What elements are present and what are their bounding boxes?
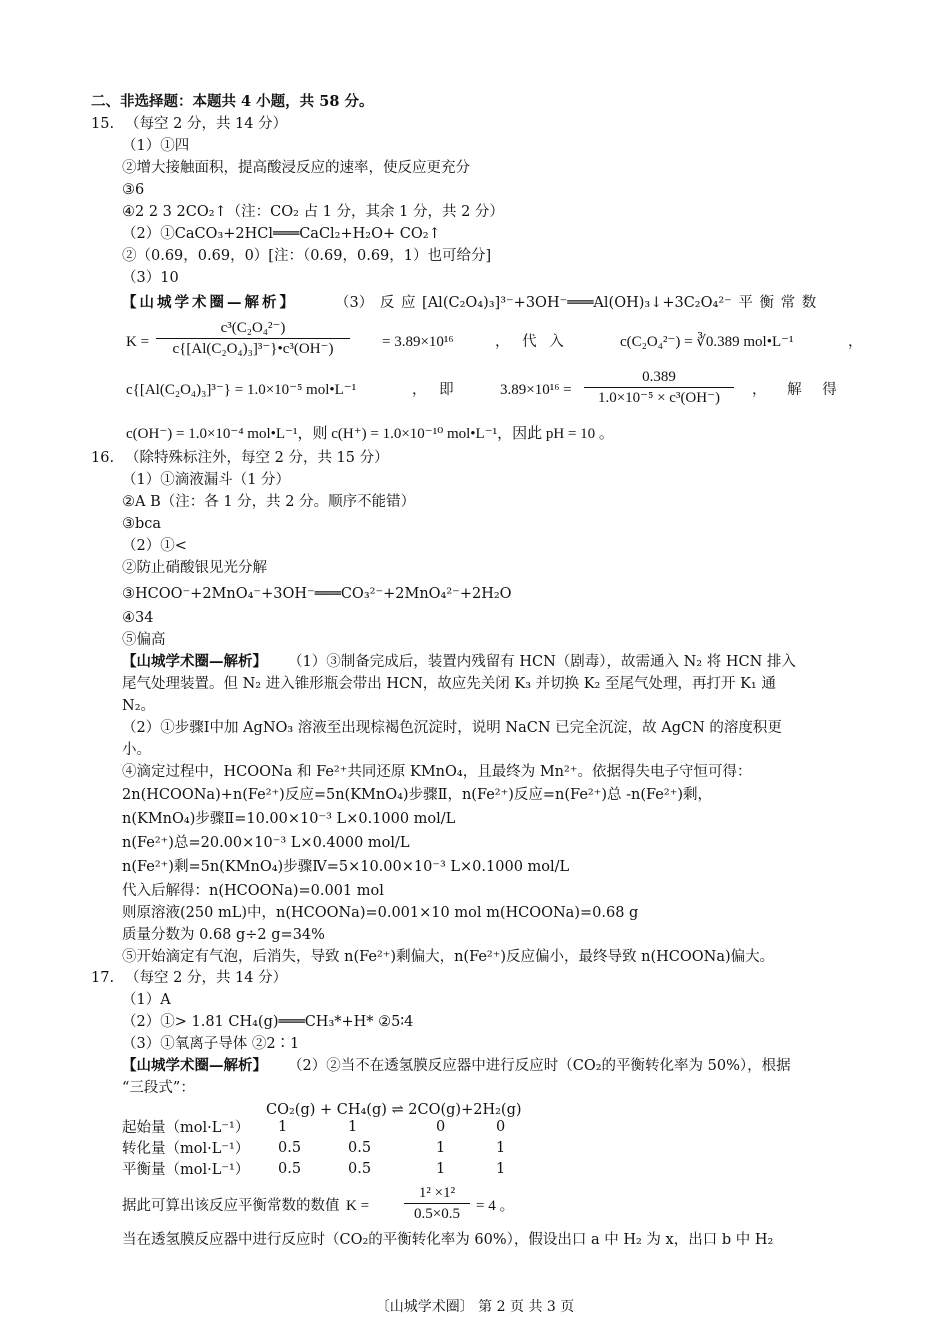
q17-analysis-text: “三段式”： — [122, 1080, 195, 1096]
q16-calc-line: 质量分数为 0.68 g÷2 g=34% — [122, 927, 325, 943]
q16-line: ③bca — [122, 516, 162, 532]
q15-daijin: ， 代 入 — [495, 334, 564, 350]
q16-calc-line: n(KMnO₄)步骤Ⅱ=10.00×10⁻³ L×0.1000 mol/L — [122, 811, 456, 827]
q15-line: ③6 — [122, 182, 145, 198]
q15-k-fraction — [156, 318, 350, 359]
q17-k-rhs: = 4 。 — [476, 1198, 515, 1214]
q15-head: （每空 2 分，共 14 分） — [125, 116, 288, 132]
q16-line: （1）①滴液漏斗（1 分） — [122, 472, 291, 488]
q16-line: ③HCOO⁻+2MnO₄⁻+3OH⁻═══CO₃²⁻+2MnO₄²⁻+2H₂O — [122, 586, 512, 602]
q16-analysis-text: 小。 — [122, 742, 151, 758]
table-cell: 平衡量（mol·L⁻¹） — [122, 1162, 250, 1178]
q16-analysis-label: 【山城学术圈—解析】 — [122, 653, 267, 670]
table-cell: 转化量（mol·L⁻¹） — [122, 1141, 250, 1157]
q16-line: ②防止硝酸银见光分解 — [122, 560, 267, 576]
q16-calc-line: 代入后解得：n(HCOONa)=0.001 mol — [122, 883, 384, 899]
q15-line: ②（0.69，0.69，0）[注：（0.69，0.69，1）也可给分] — [122, 248, 492, 264]
table-cell: 0.5 — [278, 1160, 302, 1177]
q15-c-al: c{[Al(C₂O₄)₃]³⁻} = 1.0×10⁻⁵ mol•L⁻¹ — [126, 382, 357, 398]
q17-last-line: 当在透氢膜反应器中进行反应时（CO₂的平衡转化率为 60%），假设出口 a 中 H₂ 为 x，出口 b 中 H₂ — [122, 1232, 774, 1248]
table-cell: 1 — [436, 1160, 446, 1177]
q16-line: ⑤偏高 — [122, 632, 166, 648]
table-row — [122, 1116, 536, 1137]
q16-calc-line: n(Fe²⁺)剩=5n(KMnO₄)步骤Ⅳ=5×10.00×10⁻³ L×0.1000 mol/L — [122, 859, 570, 875]
q15-ji: ， 即 — [412, 382, 454, 398]
q15-result-line: c(OH⁻) = 1.0×10⁻⁴ mol•L⁻¹，则 c(H⁺) = 1.0×10⁻¹⁰ mol•L⁻¹，因此 pH = 10 。 — [126, 426, 614, 442]
q15-eq-denominator: 1.0×10⁻⁵ × c³(OH⁻) — [597, 390, 721, 406]
q15-k-denominator: c{[Al(C₂O₄)₃]³⁻}•c³(OH⁻) — [172, 341, 334, 357]
q16-line: ②A B（注：各 1 分，共 2 分。顺序不能错） — [122, 494, 416, 510]
section-heading: 二、非选择题：本题共 4 小题，共 58 分。 — [91, 93, 374, 110]
q15-line: （3）10 — [122, 270, 179, 286]
q17-line: （1）A — [122, 992, 171, 1008]
table-cell: 1 — [278, 1118, 288, 1135]
q15-k-lhs: K = — [126, 334, 150, 350]
q17-line: （2）①> 1.81 CH₄(g)═══CH₃*+H* ②5∶4 — [122, 1014, 414, 1030]
table-row — [122, 1158, 536, 1179]
q15-k-value: = 3.89×10¹⁶ — [382, 334, 454, 350]
q17-reaction: CO₂(g) + CH₄(g) ⇌ 2CO(g)+2H₂(g) — [266, 1102, 522, 1118]
q15-eq-lhs: 3.89×10¹⁶ = — [500, 382, 572, 398]
q16-line: ④34 — [122, 610, 154, 626]
q17-k-fraction — [404, 1183, 470, 1224]
q16-analysis-text: （1）③制备完成后，装置内残留有 HCN（剧毒），故需通入 N₂ 将 HCN 排入 — [288, 654, 796, 670]
q16-calc-line: n(Fe²⁺)总=20.00×10⁻³ L×0.4000 mol/L — [122, 835, 410, 851]
q15-analysis-line: （3） 反 应 [Al(C₂O₄)₃]³⁻+3OH⁻═══Al(OH)₃↓+3C₂O₄²⁻ 平 衡 常 数 — [335, 295, 817, 311]
table-cell: 0 — [436, 1118, 446, 1135]
q16-calc-line: ⑤开始滴定有气泡，后消失，导致 n(Fe²⁺)剩偏大，n(Fe²⁺)反应偏小，最终导致 n(HCOONa)偏大。 — [122, 949, 775, 965]
q17-head: （每空 2 分，共 14 分） — [125, 970, 288, 986]
table-cell: 1 — [436, 1139, 446, 1156]
q16-line: （2）①< — [122, 538, 187, 554]
q15-line: （1）①四 — [122, 138, 190, 154]
q15-c-c2o4: c(C₂O₄²⁻) = ∛0.389 mol•L⁻¹ — [620, 334, 794, 350]
q17-line: （3）①氧离子导体 ②2∶1 — [122, 1036, 300, 1052]
q17-k-text: 据此可算出该反应平衡常数的数值 — [122, 1198, 340, 1214]
q16-number: 16. — [91, 450, 115, 466]
q15-line: ②增大接触面积，提高酸浸反应的速率，使反应更充分 — [122, 160, 470, 176]
q17-analysis-label: 【山城学术圈—解析】 — [122, 1057, 267, 1074]
table-cell: 0.5 — [348, 1160, 372, 1177]
q15-number: 15. — [91, 116, 115, 132]
page-footer: 〔山城学术圈〕 第 2 页 共 3 页 — [375, 1299, 575, 1315]
table-cell: 1 — [496, 1139, 506, 1156]
q16-calc-line: 则原溶液(250 mL)中，n(HCOONa)=0.001×10 mol m(HCOONa)=0.68 g — [122, 905, 639, 921]
table-cell: 1 — [496, 1160, 506, 1177]
q17-k-lhs: K = — [346, 1198, 370, 1214]
q15-line: （2）①CaCO₃+2HCl═══CaCl₂+H₂O+ CO₂↑ — [122, 226, 441, 242]
q17-number: 17. — [91, 970, 115, 986]
table-cell: 起始量（mol·L⁻¹） — [122, 1120, 250, 1136]
q17-analysis-text: （2）②当不在透氢膜反应器中进行反应时（CO₂的平衡转化率为 50%），根据 — [288, 1058, 791, 1074]
q15-comma: ， — [848, 334, 863, 350]
q16-analysis-text: N₂。 — [122, 698, 156, 714]
table-cell: 0.5 — [348, 1139, 372, 1156]
q15-line: ④2 2 3 2CO₂↑（注：CO₂ 占 1 分，其余 1 分，共 2 分） — [122, 204, 504, 220]
table-row — [122, 1137, 536, 1158]
table-cell: 0.5 — [278, 1139, 302, 1156]
q16-analysis-text: 尾气处理装置。但 N₂ 进入锥形瓶会带出 HCN，故应先关闭 K₃ 并切换 K₂ 至尾气处理，再打开 K₁ 通 — [122, 676, 776, 692]
q17-k-numerator: 1² ×1² — [404, 1183, 470, 1204]
q15-jiede: ， 解 得 — [752, 382, 837, 398]
q15-k-numerator: c³(C₂O₄²⁻) — [156, 318, 350, 339]
table-cell: 0 — [496, 1118, 506, 1135]
q15-analysis-label: 【山城学术圈—解析】 — [122, 294, 297, 311]
q16-analysis-text: ④滴定过程中，HCOONa 和 Fe²⁺共同还原 KMnO₄，且最终为 Mn²⁺。依据得失电子守恒可得： — [122, 764, 752, 780]
q16-calc-line: 2n(HCOONa)+n(Fe²⁺)反应=5n(KMnO₄)步骤Ⅱ，n(Fe²⁺)反应=n(Fe²⁺)总 -n(Fe²⁺)剩， — [122, 787, 713, 803]
q16-head: （除特殊标注外，每空 2 分，共 15 分） — [125, 450, 389, 466]
q15-eq-fraction — [584, 367, 734, 408]
q16-analysis-text: （2）①步骤Ⅰ中加 AgNO₃ 溶液至出现棕褐色沉淀时，说明 NaCN 已完全沉淀，故 AgCN 的溶度积更 — [122, 720, 782, 736]
three-stage-table — [122, 1116, 536, 1179]
q15-eq-numerator: 0.389 — [584, 367, 734, 388]
table-cell: 1 — [348, 1118, 358, 1135]
q17-k-denominator: 0.5×0.5 — [414, 1206, 460, 1222]
